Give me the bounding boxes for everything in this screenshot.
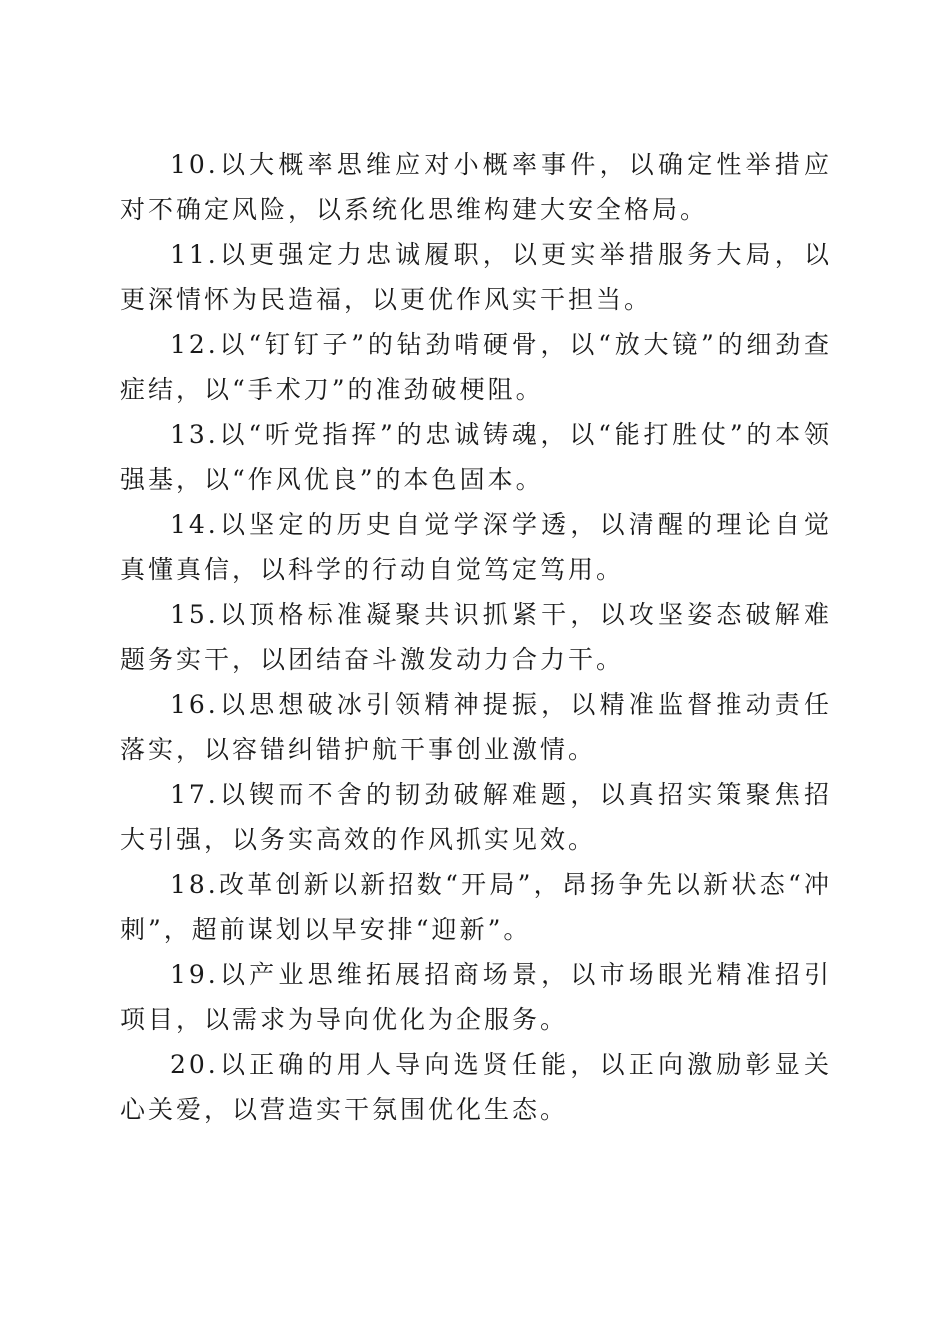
paragraph-15: 15.以顶格标准凝聚共识抓紧干，以攻坚姿态破解难题务实干，以团结奋斗激发动力合力干。 — [120, 600, 832, 674]
paragraph-10: 10.以大概率思维应对小概率事件，以确定性举措应对不确定风险，以系统化思维构建大安全格局。 — [120, 150, 832, 224]
paragraph-12: 12.以“钉钉子”的钻劲啃硬骨，以“放大镜”的细劲查症结，以“手术刀”的准劲破梗阻。 — [120, 330, 832, 404]
paragraph-13: 13.以“听党指挥”的忠诚铸魂，以“能打胜仗”的本领强基，以“作风优良”的本色固本。 — [120, 420, 832, 494]
paragraph-19: 19.以产业思维拓展招商场景，以市场眼光精准招引项目，以需求为导向优化为企服务。 — [120, 960, 832, 1034]
paragraph-14: 14.以坚定的历史自觉学深学透，以清醒的理论自觉真懂真信，以科学的行动自觉笃定笃用。 — [120, 510, 832, 584]
paragraph-17: 17.以锲而不舍的韧劲破解难题，以真招实策聚焦招大引强，以务实高效的作风抓实见效。 — [120, 780, 832, 854]
document-body — [120, 142, 832, 1132]
paragraph-20: 20.以正确的用人导向选贤任能，以正向激励彰显关心关爱，以营造实干氛围优化生态。 — [120, 1050, 832, 1124]
paragraph-16: 16.以思想破冰引领精神提振，以精准监督推动责任落实，以容错纠错护航干事创业激情。 — [120, 690, 832, 764]
paragraph-11: 11.以更强定力忠诚履职，以更实举措服务大局，以更深情怀为民造福，以更优作风实干担当。 — [120, 240, 832, 314]
paragraph-18: 18.改革创新以新招数“开局”，昂扬争先以新状态“冲刺”，超前谋划以早安排“迎新”。 — [120, 870, 832, 944]
